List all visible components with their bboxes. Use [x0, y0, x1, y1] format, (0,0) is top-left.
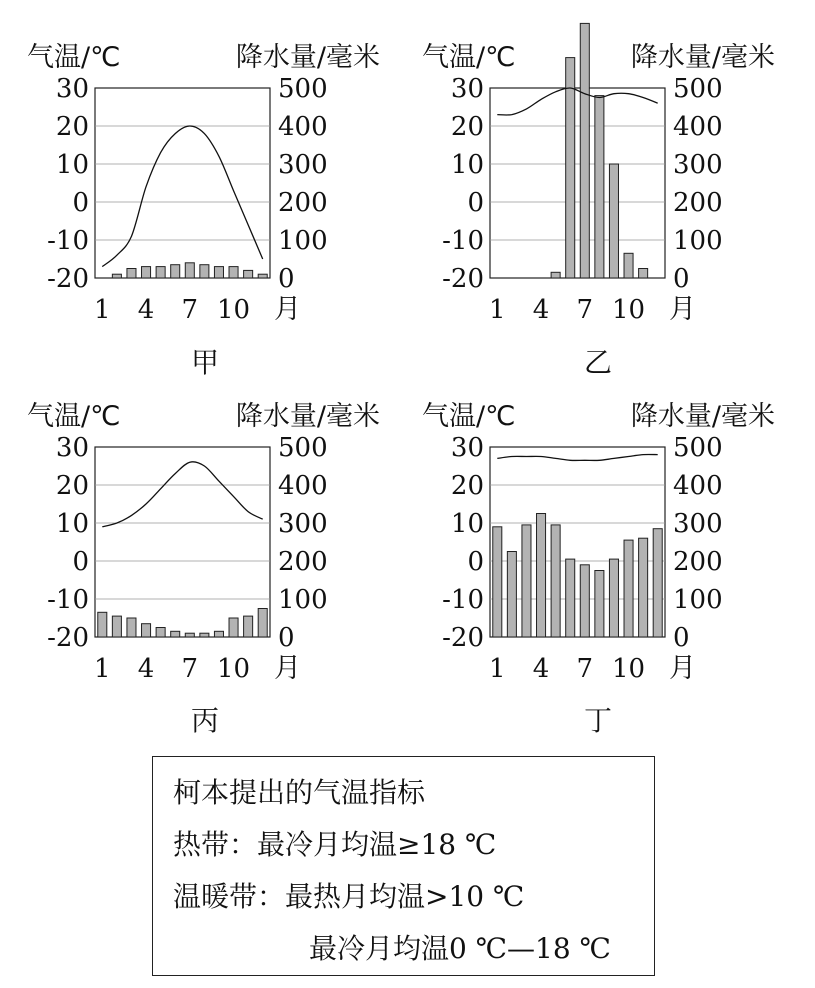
- precipitation-bar: [566, 58, 575, 278]
- precip-tick-label: 400: [673, 112, 723, 142]
- legend-tropical: 热带：最冷月均温≥18 ℃: [173, 828, 497, 861]
- precipitation-bar: [258, 609, 267, 638]
- temp-tick-label: 0: [72, 547, 89, 577]
- temp-tick-label: 0: [467, 188, 484, 218]
- month-tick-label: 1: [94, 654, 111, 684]
- month-tick-label: 4: [137, 654, 155, 684]
- precip-tick-label: 100: [673, 226, 723, 256]
- koppen-legend-box: [152, 756, 655, 976]
- climate-chart-yi: [422, 23, 775, 379]
- temp-tick-label: 20: [450, 112, 484, 142]
- plot-frame: [95, 88, 270, 278]
- chart-title: 乙: [583, 346, 613, 379]
- month-tick-label: 4: [532, 654, 550, 684]
- temp-tick-label: 20: [55, 471, 89, 501]
- precipitation-bar: [522, 525, 531, 637]
- precip-axis-title: 降水量/毫米: [235, 42, 380, 73]
- temp-tick-label: 10: [55, 150, 89, 180]
- precipitation-bar: [244, 270, 253, 278]
- temp-tick-label: -20: [442, 623, 484, 653]
- climate-chart-bing: [27, 401, 380, 737]
- precip-tick-label: 0: [673, 264, 690, 294]
- precipitation-bar: [214, 631, 223, 637]
- precip-tick-label: 300: [673, 150, 723, 180]
- temp-tick-label: -20: [442, 264, 484, 294]
- precip-tick-label: 500: [673, 74, 723, 104]
- precipitation-bar: [171, 631, 180, 637]
- climate-chart-jia: [27, 42, 380, 379]
- temp-tick-label: 20: [450, 471, 484, 501]
- temp-tick-label: -10: [442, 226, 484, 256]
- precipitation-bar: [595, 571, 604, 638]
- precipitation-bar: [580, 565, 589, 637]
- precipitation-bar: [551, 525, 560, 637]
- month-tick-label: 4: [532, 295, 550, 325]
- temp-tick-label: -20: [47, 623, 89, 653]
- precipitation-bar: [142, 267, 151, 278]
- plot-frame: [95, 447, 270, 637]
- precip-axis-title: 降水量/毫米: [235, 401, 380, 432]
- temp-tick-label: -10: [47, 585, 89, 615]
- precipitation-bar: [156, 628, 165, 638]
- precipitation-bar: [112, 616, 121, 637]
- precipitation-bar: [229, 618, 238, 637]
- temperature-line: [497, 454, 657, 460]
- month-axis-title: 月: [274, 294, 301, 325]
- precip-tick-label: 300: [673, 509, 723, 539]
- precip-tick-label: 200: [278, 547, 328, 577]
- precipitation-bar: [244, 616, 253, 637]
- precipitation-bar: [624, 540, 633, 637]
- precipitation-bar: [595, 96, 604, 278]
- precip-axis-title: 降水量/毫米: [630, 401, 775, 432]
- temperature-line: [102, 462, 262, 527]
- precip-tick-label: 100: [673, 585, 723, 615]
- precipitation-bar: [185, 263, 194, 278]
- temp-tick-label: 20: [55, 112, 89, 142]
- precip-tick-label: 400: [278, 112, 328, 142]
- month-tick-label: 7: [576, 295, 594, 325]
- precipitation-bar: [229, 267, 238, 278]
- precipitation-bar: [214, 267, 223, 278]
- temp-tick-label: 10: [55, 509, 89, 539]
- temp-tick-label: 30: [450, 433, 484, 463]
- precip-tick-label: 500: [278, 433, 328, 463]
- temp-axis-title: 气温/℃: [27, 42, 121, 73]
- month-tick-label: 10: [611, 295, 646, 325]
- precip-tick-label: 500: [278, 74, 328, 104]
- legend-temperate-2: 最冷月均温0 ℃—18 ℃: [309, 932, 611, 965]
- precipitation-bar: [566, 559, 575, 637]
- precip-tick-label: 300: [278, 150, 328, 180]
- precip-tick-label: 100: [278, 585, 328, 615]
- month-tick-label: 10: [611, 654, 646, 684]
- precipitation-bar: [653, 529, 662, 637]
- temp-tick-label: -10: [47, 226, 89, 256]
- temp-tick-label: 10: [450, 150, 484, 180]
- precip-tick-label: 0: [673, 623, 690, 653]
- temp-tick-label: -20: [47, 264, 89, 294]
- month-tick-label: 10: [216, 295, 251, 325]
- month-tick-label: 10: [216, 654, 251, 684]
- month-axis-title: 月: [274, 653, 301, 684]
- precipitation-bar: [112, 274, 121, 278]
- precipitation-bar: [624, 253, 633, 278]
- month-tick-label: 1: [489, 295, 506, 325]
- month-axis-title: 月: [669, 294, 696, 325]
- temp-tick-label: 0: [467, 547, 484, 577]
- precip-tick-label: 100: [278, 226, 328, 256]
- precipitation-bar: [580, 23, 589, 278]
- legend-temperate-1: 温暖带：最热月均温>10 ℃: [173, 880, 525, 913]
- temp-tick-label: 30: [450, 74, 484, 104]
- precip-tick-label: 0: [278, 623, 295, 653]
- temp-tick-label: 10: [450, 509, 484, 539]
- precipitation-bar: [258, 274, 267, 278]
- precip-tick-label: 300: [278, 509, 328, 539]
- temperature-line: [497, 88, 657, 115]
- month-tick-label: 4: [137, 295, 155, 325]
- precipitation-bar: [98, 612, 107, 637]
- temp-tick-label: 30: [55, 74, 89, 104]
- month-axis-title: 月: [669, 653, 696, 684]
- temp-axis-title: 气温/℃: [27, 401, 121, 432]
- month-tick-label: 7: [576, 654, 594, 684]
- precipitation-bar: [171, 265, 180, 278]
- plot-frame: [490, 88, 665, 278]
- precip-tick-label: 0: [278, 264, 295, 294]
- precipitation-bar: [537, 514, 546, 638]
- precipitation-bar: [551, 272, 560, 278]
- precip-tick-label: 500: [673, 433, 723, 463]
- precipitation-bar: [493, 527, 502, 637]
- precip-axis-title: 降水量/毫米: [630, 42, 775, 73]
- precipitation-bar: [507, 552, 516, 638]
- month-tick-label: 1: [489, 654, 506, 684]
- legend-title: 柯本提出的气温指标: [173, 776, 426, 809]
- temp-tick-label: -10: [442, 585, 484, 615]
- precipitation-bar: [200, 265, 209, 278]
- precipitation-bar: [156, 267, 165, 278]
- precipitation-bar: [200, 633, 209, 637]
- chart-title: 丁: [583, 704, 613, 737]
- precipitation-bar: [609, 164, 618, 278]
- precipitation-bar: [127, 618, 136, 637]
- temp-axis-title: 气温/℃: [422, 42, 516, 73]
- temp-axis-title: 气温/℃: [422, 401, 516, 432]
- precip-tick-label: 200: [673, 547, 723, 577]
- month-tick-label: 7: [181, 295, 199, 325]
- precipitation-bar: [142, 624, 151, 637]
- chart-title: 丙: [190, 704, 220, 737]
- precipitation-bar: [127, 269, 136, 279]
- precip-tick-label: 200: [673, 188, 723, 218]
- precipitation-bar: [639, 538, 648, 637]
- precipitation-bar: [609, 559, 618, 637]
- precip-tick-label: 400: [278, 471, 328, 501]
- temperature-line: [102, 126, 262, 267]
- month-tick-label: 1: [94, 295, 111, 325]
- climate-chart-ding: [422, 401, 775, 737]
- chart-title: 甲: [190, 346, 220, 379]
- precip-tick-label: 200: [278, 188, 328, 218]
- temp-tick-label: 0: [72, 188, 89, 218]
- temp-tick-label: 30: [55, 433, 89, 463]
- precipitation-bar: [185, 633, 194, 637]
- precipitation-bar: [639, 269, 648, 279]
- precip-tick-label: 400: [673, 471, 723, 501]
- month-tick-label: 7: [181, 654, 199, 684]
